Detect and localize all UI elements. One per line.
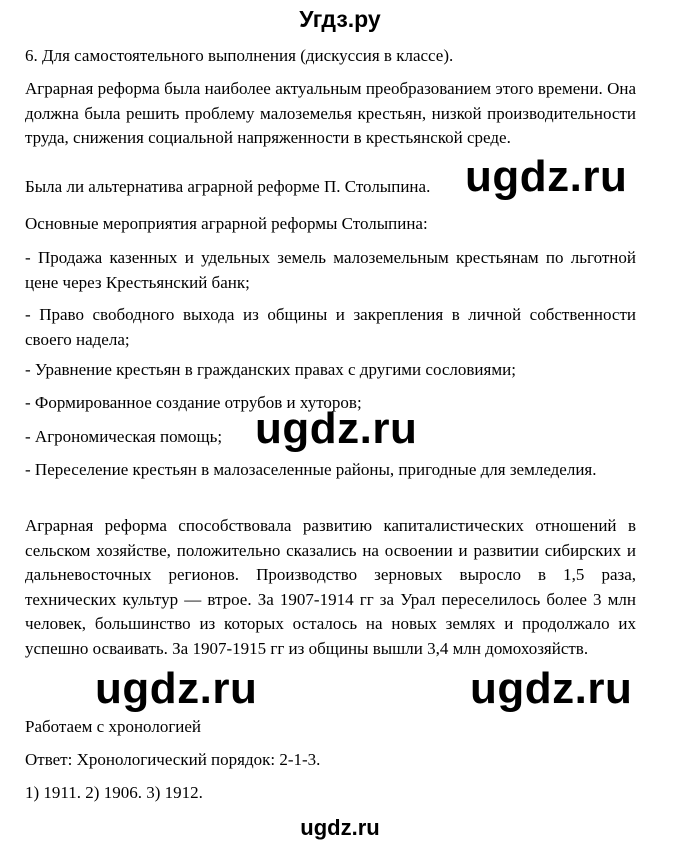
measure-item: - Право свободного выхода из общины и закрепления в личной собственности своего надела; bbox=[25, 305, 636, 349]
chronology-dates: 1) 1911. 2) 1906. 3) 1912. bbox=[25, 783, 203, 802]
measure-item: - Агрономическая помощь; bbox=[25, 427, 223, 446]
watermark: ugdz.ru bbox=[470, 664, 633, 713]
watermark: ugdz.ru bbox=[95, 664, 258, 713]
watermark: ugdz.ru bbox=[255, 404, 418, 453]
footer-watermark: ugdz.ru bbox=[300, 815, 380, 840]
measure-item: - Переселение крестьян в малозаселенные районы, пригодные для земледелия. bbox=[25, 460, 597, 479]
question-text: Была ли альтернатива аграрной реформе П. Столыпина. bbox=[25, 177, 431, 196]
measure-item: - Продажа казенных и удельных земель малоземельным крестьянам по льготной цене через Крестьянский банк; bbox=[25, 248, 636, 292]
measures-heading: Основные мероприятия аграрной реформы Столыпина: bbox=[25, 214, 428, 233]
measure-item: - Формированное создание отрубов и хуторов; bbox=[25, 393, 362, 412]
intro-paragraph: Аграрная реформа была наиболее актуальным преобразованием этого времени. Она должна была решить проблему малоземелья крестьян, низкой производительности труда, снижения социальной напряженности в крестьянской среде. bbox=[25, 79, 636, 147]
results-paragraph: Аграрная реформа способствовала развитию капиталистических отношений в сельском хозяйстве, положительно сказались на освоении и развитии сибирских и дальневосточных регионов. Производство зерновых выросло в 1,5 раза, технических культур — втрое. За 1907-1914 гг за Урал переселилось более 3 млн человек, большинство из которых осталось на новых землях и продолжало их успешно осваивать. За 1907-1915 гг из общины вышли 3,4 млн домохозяйств. bbox=[25, 516, 636, 658]
watermark: ugdz.ru bbox=[465, 152, 628, 201]
measure-item: - Уравнение крестьян в гражданских правах с другими сословиями; bbox=[25, 360, 516, 379]
task-heading: 6. Для самостоятельного выполнения (дискуссия в классе). bbox=[25, 46, 454, 65]
chronology-answer: Ответ: Хронологический порядок: 2-1-3. bbox=[25, 750, 321, 769]
site-title: Угдз.ру bbox=[299, 6, 381, 32]
chronology-heading: Работаем с хронологией bbox=[25, 717, 202, 736]
